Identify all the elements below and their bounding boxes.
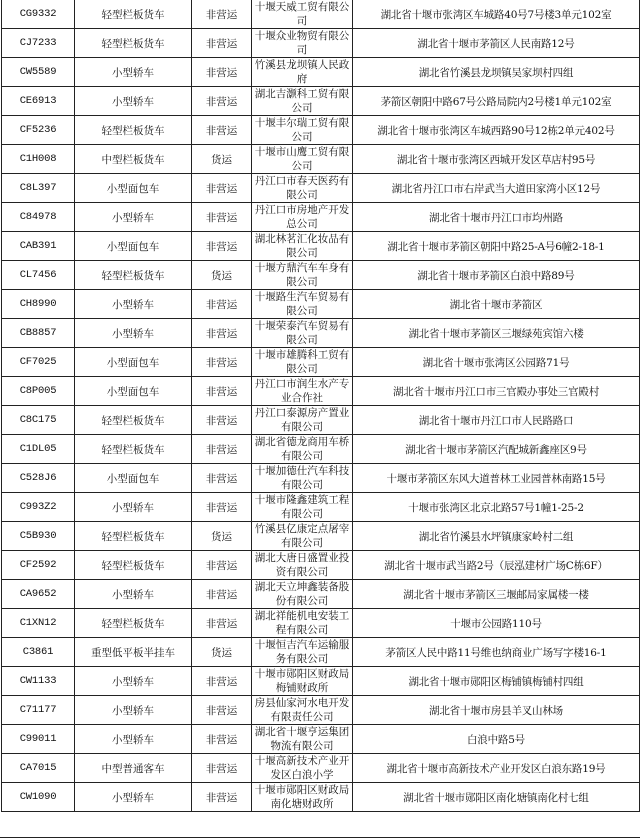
plate-number-cell: C1XN12 [2,609,75,638]
table-row [2,609,640,638]
address-cell: 白浪中路5号 [353,725,640,754]
plate-number-cell: C99011 [2,725,75,754]
table-row [2,725,640,754]
table-row [2,116,640,145]
plate-number-cell: CAB391 [2,232,75,261]
vehicle-type-cell: 轻型栏板货车 [75,116,192,145]
table-row [2,203,640,232]
table-row [2,232,640,261]
plate-number-cell: CJ7233 [2,29,75,58]
vehicle-type-cell: 小型面包车 [75,174,192,203]
table-row [2,145,640,174]
address-cell: 十堰市茅箭区东风大道普林工业园普林南路15号 [353,464,640,493]
owner-name-cell: 丹江口市春天医药有限公司 [252,174,353,203]
owner-name-cell: 十堰市郧阳区财政局南化塘财政所 [252,783,353,812]
owner-name-cell: 十堰恒吉汽车运输服务有限公司 [252,638,353,667]
usage-type-cell: 非营运 [192,203,252,232]
vehicle-type-cell: 轻型栏板货车 [75,435,192,464]
owner-name-cell: 湖北吉灏科工贸有限公司 [252,87,353,116]
table-row [2,580,640,609]
plate-number-cell: C1DL05 [2,435,75,464]
owner-name-cell: 十堰市雄腾科工贸有限公司 [252,348,353,377]
table-row [2,261,640,290]
plate-number-cell: C71177 [2,696,75,725]
table-row [2,377,640,406]
address-cell: 茅箭区人民中路11号维也纳商业广场写字楼16-1 [353,638,640,667]
vehicle-type-cell: 小型轿车 [75,203,192,232]
table-row [2,522,640,551]
vehicle-type-cell: 小型面包车 [75,464,192,493]
usage-type-cell: 非营运 [192,783,252,812]
address-cell: 湖北省十堰市武当路2号（辰泓建材广场C栋6F） [353,551,640,580]
owner-name-cell: 湖北省十堰亨运集团物流有限公司 [252,725,353,754]
owner-name-cell: 丹江口市润生水产专业合作社 [252,377,353,406]
table-row [2,493,640,522]
usage-type-cell: 非营运 [192,725,252,754]
plate-number-cell: CW1090 [2,783,75,812]
owner-name-cell: 十堰市郧阳区财政局梅铺财政所 [252,667,353,696]
owner-name-cell: 十堰丰尔瑞工贸有限公司 [252,116,353,145]
address-cell: 湖北省十堰市张湾区车城路40号7号楼3单元102室 [353,0,640,29]
vehicle-type-cell: 轻型栏板货车 [75,551,192,580]
address-cell: 湖北省十堰市茅箭区白浪中路89号 [353,261,640,290]
owner-name-cell: 十堰路生汽车贸易有限公司 [252,290,353,319]
table-row [2,290,640,319]
usage-type-cell: 非营运 [192,696,252,725]
plate-number-cell: CB8857 [2,319,75,348]
address-cell: 湖北省十堰市丹江口市均州路 [353,203,640,232]
plate-number-cell: C8P005 [2,377,75,406]
table-body [2,0,640,812]
plate-number-cell: CA9652 [2,580,75,609]
plate-number-cell: CH8990 [2,290,75,319]
plate-number-cell: CG9332 [2,0,75,29]
plate-number-cell: C1H008 [2,145,75,174]
address-cell: 湖北省十堰市张湾区车城西路90号12栋2单元402号 [353,116,640,145]
vehicle-type-cell: 轻型栏板货车 [75,0,192,29]
usage-type-cell: 非营运 [192,609,252,638]
table-row [2,783,640,812]
address-cell: 湖北省十堰市丹江口市三官殿办事处三官殿村 [353,377,640,406]
owner-name-cell: 湖北天立坤鑫装备股份有限公司 [252,580,353,609]
address-cell: 湖北省十堰市高新技术产业开发区白浪东路19号 [353,754,640,783]
plate-number-cell: C84978 [2,203,75,232]
owner-name-cell: 竹溪县龙坝镇人民政府 [252,58,353,87]
address-cell: 湖北省十堰市茅箭区三堰邮局家属楼一楼 [353,580,640,609]
table-row [2,174,640,203]
owner-name-cell: 十堰市山鹰工贸有限公司 [252,145,353,174]
plate-number-cell: CF5236 [2,116,75,145]
owner-name-cell: 十堰加德仕汽车科技有限公司 [252,464,353,493]
usage-type-cell: 货运 [192,638,252,667]
table-row [2,29,640,58]
usage-type-cell: 非营运 [192,319,252,348]
usage-type-cell: 非营运 [192,580,252,609]
usage-type-cell: 非营运 [192,377,252,406]
address-cell: 湖北省十堰市茅箭区 [353,290,640,319]
table-row [2,348,640,377]
plate-number-cell: C5B930 [2,522,75,551]
plate-number-cell: CE6913 [2,87,75,116]
plate-number-cell: CA7015 [2,754,75,783]
vehicle-type-cell: 中型普通客车 [75,754,192,783]
address-cell: 湖北省十堰市张湾区西城开发区草店村95号 [353,145,640,174]
usage-type-cell: 非营运 [192,754,252,783]
owner-name-cell: 十堰市隆鑫建筑工程有限公司 [252,493,353,522]
usage-type-cell: 非营运 [192,435,252,464]
table-row [2,319,640,348]
plate-number-cell: CF2592 [2,551,75,580]
vehicle-type-cell: 小型面包车 [75,377,192,406]
usage-type-cell: 非营运 [192,551,252,580]
usage-type-cell: 货运 [192,145,252,174]
address-cell: 湖北省十堰市茅箭区三堰绿苑宾馆六楼 [353,319,640,348]
vehicle-type-cell: 轻型栏板货车 [75,261,192,290]
owner-name-cell: 丹江口市房地产开发总公司 [252,203,353,232]
vehicle-registry-table [1,0,640,812]
table-row [2,58,640,87]
owner-name-cell: 湖北大唐日盛置业投资有限公司 [252,551,353,580]
owner-name-cell: 竹溪县亿康定点屠宰有限公司 [252,522,353,551]
usage-type-cell: 非营运 [192,667,252,696]
vehicle-type-cell: 小型轿车 [75,580,192,609]
owner-name-cell: 十堰高新技术产业开发区白浪小学 [252,754,353,783]
plate-number-cell: C8L397 [2,174,75,203]
vehicle-type-cell: 小型轿车 [75,290,192,319]
vehicle-type-cell: 小型轿车 [75,319,192,348]
address-cell: 湖北省竹溪县龙坝镇吴家坝村四组 [353,58,640,87]
address-cell: 湖北省十堰市郧阳区梅铺镇梅铺村四组 [353,667,640,696]
address-cell: 湖北省丹江口市右岸武当大道田家湾小区12号 [353,174,640,203]
vehicle-type-cell: 小型轿车 [75,783,192,812]
table-row [2,464,640,493]
usage-type-cell: 货运 [192,261,252,290]
table-row [2,638,640,667]
vehicle-type-cell: 轻型栏板货车 [75,609,192,638]
owner-name-cell: 湖北林茗汇化妆品有限公司 [252,232,353,261]
plate-number-cell: C993Z2 [2,493,75,522]
vehicle-type-cell: 中型栏板货车 [75,145,192,174]
usage-type-cell: 非营运 [192,290,252,319]
vehicle-type-cell: 小型面包车 [75,232,192,261]
usage-type-cell: 非营运 [192,348,252,377]
usage-type-cell: 非营运 [192,87,252,116]
table-row [2,551,640,580]
vehicle-type-cell: 重型低平板半挂车 [75,638,192,667]
table-row [2,0,640,29]
address-cell: 湖北省十堰市房县羊叉山林场 [353,696,640,725]
usage-type-cell: 非营运 [192,29,252,58]
vehicle-type-cell: 小型面包车 [75,348,192,377]
vehicle-type-cell: 轻型栏板货车 [75,522,192,551]
address-cell: 茅箭区朝阳中路67号公路局院内2号楼1单元102室 [353,87,640,116]
table-row [2,87,640,116]
usage-type-cell: 非营运 [192,0,252,29]
plate-number-cell: C8C175 [2,406,75,435]
plate-number-cell: CL7456 [2,261,75,290]
table-row [2,754,640,783]
plate-number-cell: C3861 [2,638,75,667]
table-row [2,667,640,696]
usage-type-cell: 非营运 [192,58,252,87]
vehicle-type-cell: 小型轿车 [75,725,192,754]
address-cell: 十堰市张湾区北京北路57号1幢1-25-2 [353,493,640,522]
plate-number-cell: CW5589 [2,58,75,87]
owner-name-cell: 房县仙家河水电开发有限责任公司 [252,696,353,725]
usage-type-cell: 非营运 [192,174,252,203]
address-cell: 湖北省十堰市郧阳区南化塘镇南化村七组 [353,783,640,812]
owner-name-cell: 十堰荣泰汽车贸易有限公司 [252,319,353,348]
vehicle-type-cell: 轻型栏板货车 [75,29,192,58]
usage-type-cell: 非营运 [192,232,252,261]
address-cell: 湖北省十堰市张湾区公园路71号 [353,348,640,377]
address-cell: 湖北省十堰市丹江口市人民路路口 [353,406,640,435]
owner-name-cell: 十堰方鼎汽车车身有限公司 [252,261,353,290]
vehicle-type-cell: 轻型栏板货车 [75,406,192,435]
owner-name-cell: 十堰众业物贸有限公司 [252,29,353,58]
address-cell: 十堰市公园路110号 [353,609,640,638]
vehicle-type-cell: 小型轿车 [75,493,192,522]
address-cell: 湖北省十堰市茅箭区汽配城新鑫座区9号 [353,435,640,464]
address-cell: 湖北省十堰市茅箭区朝阳中路25-A号6幢2-18-1 [353,232,640,261]
owner-name-cell: 十堰天威工贸有限公司 [252,0,353,29]
usage-type-cell: 非营运 [192,493,252,522]
table-row [2,696,640,725]
vehicle-type-cell: 小型轿车 [75,667,192,696]
usage-type-cell: 非营运 [192,406,252,435]
usage-type-cell: 非营运 [192,464,252,493]
vehicle-type-cell: 小型轿车 [75,87,192,116]
vehicle-type-cell: 小型轿车 [75,58,192,87]
usage-type-cell: 非营运 [192,116,252,145]
plate-number-cell: CW1133 [2,667,75,696]
plate-number-cell: C528J6 [2,464,75,493]
usage-type-cell: 货运 [192,522,252,551]
owner-name-cell: 湖北祥能机电安装工程有限公司 [252,609,353,638]
address-cell: 湖北省竹溪县水坪镇康家岭村二组 [353,522,640,551]
vehicle-type-cell: 小型轿车 [75,696,192,725]
address-cell: 湖北省十堰市茅箭区人民南路12号 [353,29,640,58]
plate-number-cell: CF7025 [2,348,75,377]
table-row [2,435,640,464]
table-row [2,406,640,435]
owner-name-cell: 湖北省德龙商用车桥有限公司 [252,435,353,464]
owner-name-cell: 丹江口泰源房产置业有限公司 [252,406,353,435]
